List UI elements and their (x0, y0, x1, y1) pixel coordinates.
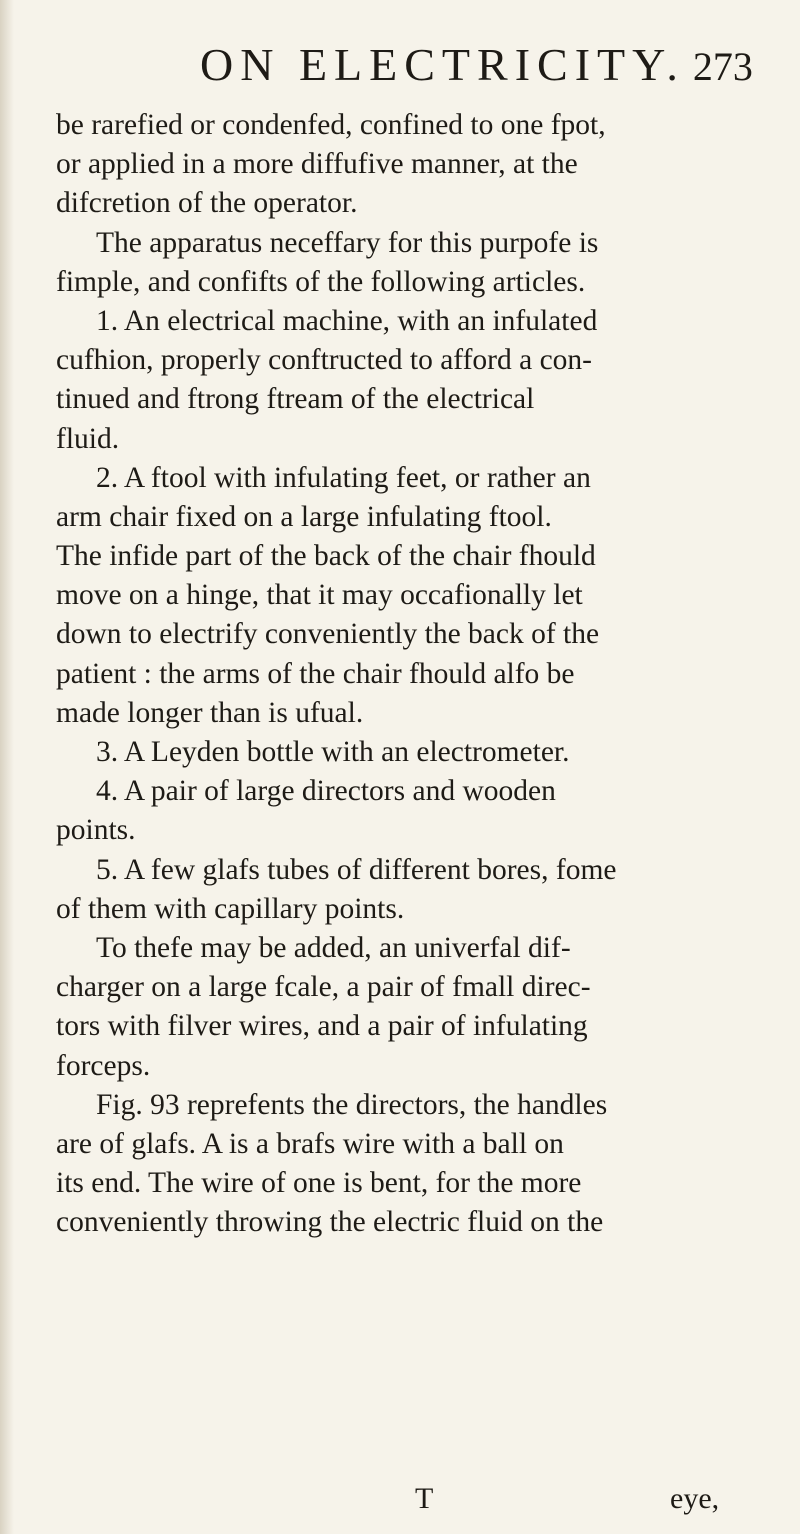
page-footer (0, 1482, 800, 1522)
text-line: tors with filver wires, and a pair of infulating (56, 1010, 588, 1043)
signature-mark: T (415, 1482, 434, 1515)
text-line: 1. An electrical machine, with an infulated (96, 304, 598, 337)
text-line: arm chair fixed on a large infulating ftool. (56, 500, 552, 533)
page-body (56, 106, 756, 1242)
text-line: The infide part of the back of the chair fhould (56, 540, 596, 573)
text-line: 2. A ftool with infulating feet, or rather an (96, 461, 591, 494)
text-line: fluid. (56, 422, 120, 455)
text-line: made longer than is ufual. (56, 696, 364, 729)
text-line: 5. A few glafs tubes of different bores, fome (96, 853, 617, 886)
text-line: are of glafs. A is a brafs wire with a ball on (56, 1127, 564, 1160)
text-line: The apparatus neceffary for this purpofe is (96, 226, 599, 259)
text-line: 3. A Leyden bottle with an electrometer. (96, 736, 570, 768)
text-line: fimple, and confifts of the following articles. (56, 265, 586, 298)
text-line: conveniently throwing the electric fluid on the (56, 1206, 604, 1239)
text-line: of them with capillary points. (56, 892, 405, 925)
text-line: difcretion of the operator. (56, 187, 358, 220)
text-line: charger on a large fcale, a pair of fmall direc- (56, 971, 591, 1004)
spine-shadow (0, 0, 14, 1534)
text-line: be rarefied or condenfed, confined to one fpot, (56, 109, 606, 141)
text-line: tinued and ftrong ftream of the electrical (56, 383, 535, 416)
text-line: cufhion, properly conftructed to afford a con- (56, 344, 592, 377)
running-header (200, 38, 753, 98)
page-number: 273 (692, 44, 753, 89)
text-line: or applied in a more diffufive manner, at the (56, 148, 578, 181)
text-line: forceps. (56, 1049, 151, 1082)
header-title: ON ELECTRICITY. (200, 39, 685, 90)
catchword: eye, (670, 1482, 720, 1515)
text-line: points. (56, 814, 136, 847)
text-line: 4. A pair of large directors and wooden (96, 775, 556, 808)
text-line: its end. The wire of one is bent, for the more (56, 1167, 582, 1200)
text-line: down to electrify conveniently the back of the (56, 618, 600, 651)
text-line: Fig. 93 reprefents the directors, the handles (96, 1088, 608, 1121)
text-line: move on a hinge, that it may occafionally let (56, 579, 583, 612)
text-line: To thefe may be added, an univerfal dif- (96, 931, 571, 964)
text-line: patient : the arms of the chair fhould alfo be (56, 657, 575, 690)
